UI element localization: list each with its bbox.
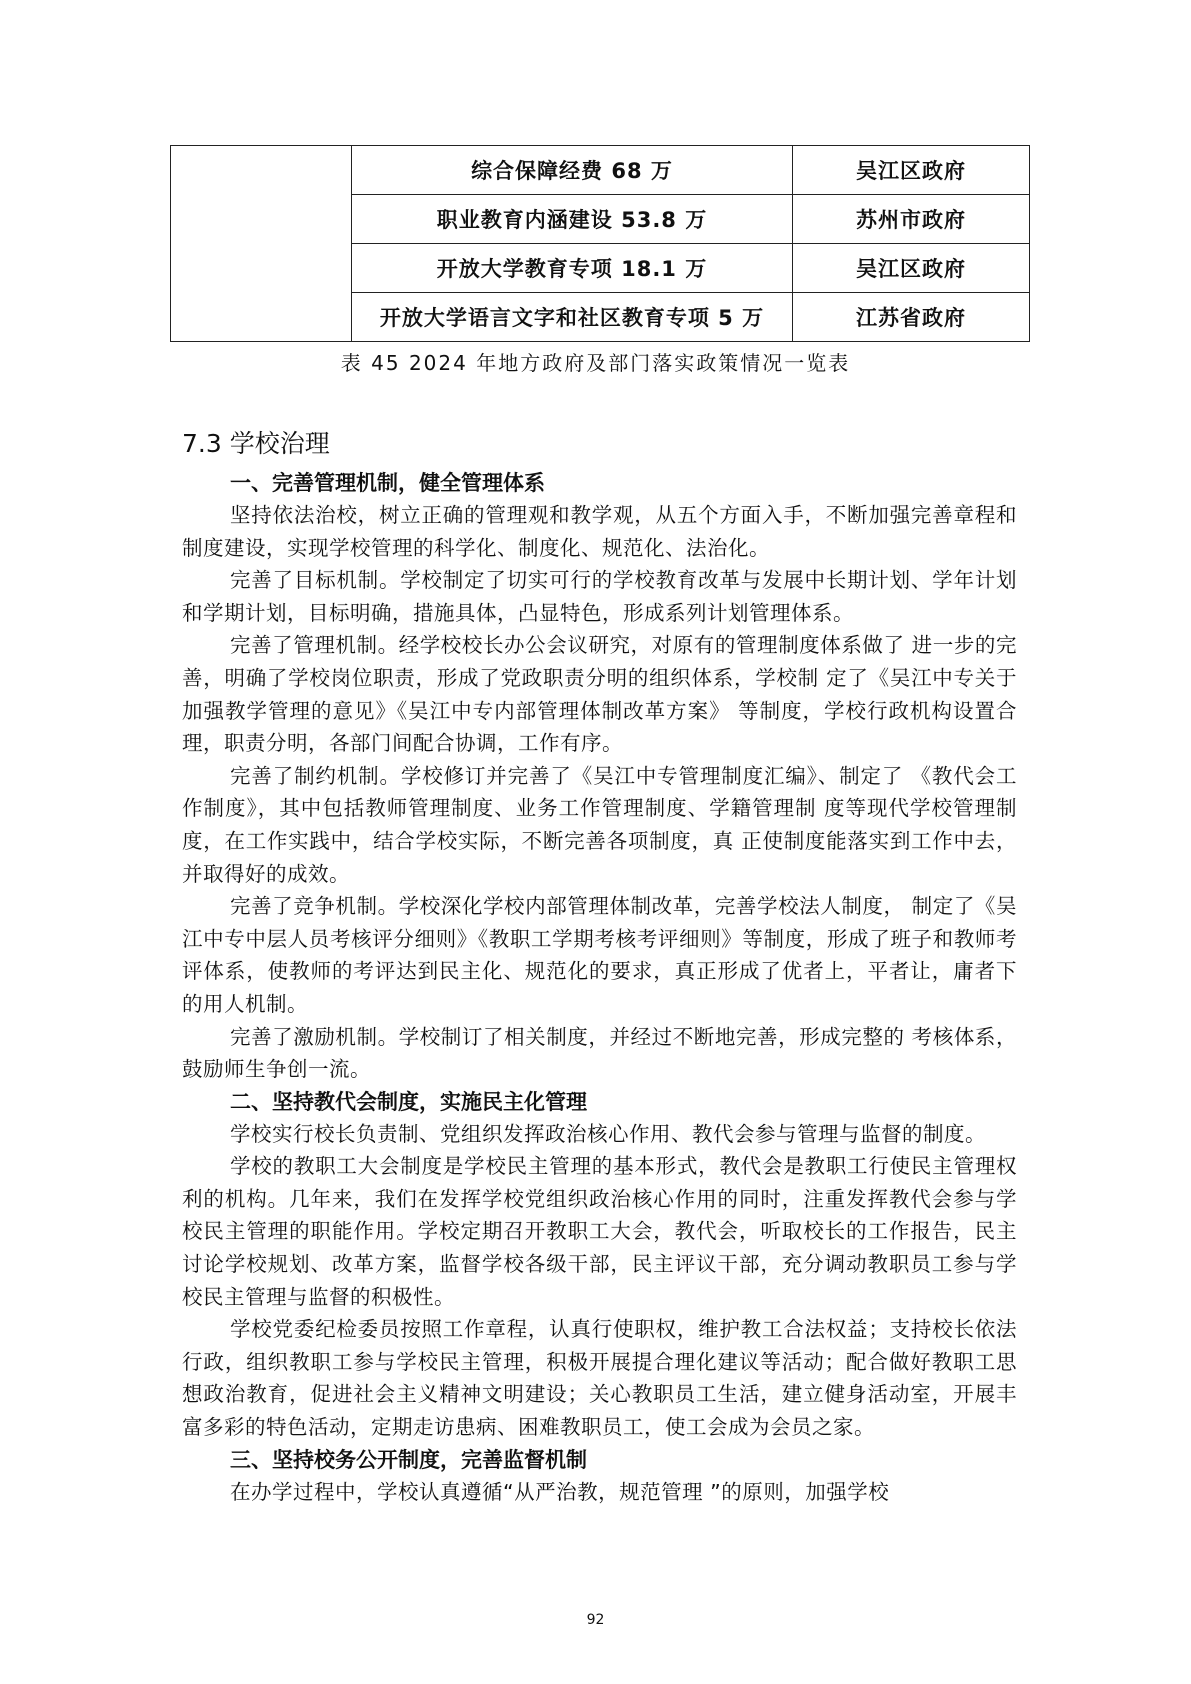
paragraph: 完善了竞争机制。学校深化学校内部管理体制改革，完善学校法人制度， 制定了《吴江中专中层人员考核评分细则》《教职工学期考核考评细则》等制度，形成了班子和教师考评体系，使教师的考评达到民主化、规范化的要求，真正形成了优者上，平者让，庸者下的用人机制。 bbox=[182, 894, 1017, 1016]
table-cell-item: 开放大学语言文字和社区教育专项 5 万 bbox=[352, 293, 793, 342]
table-cell-item: 开放大学教育专项 18.1 万 bbox=[352, 244, 793, 293]
table-row bbox=[171, 146, 1030, 195]
table-cell-source: 吴江区政府 bbox=[793, 244, 1030, 293]
paragraph: 学校的教职工大会制度是学校民主管理的基本形式，教代会是教职工行使民主管理权利的机构。几年来，我们在发挥学校党组织政治核心作用的同时，注重发挥教代会参与学校民主管理的职能作用。学校定期召开教职工大会，教代会，听取校长的工作报告，民主讨论学校规划、改革方案，监督学校各级干部，民主评议干部，充分调动教职员工参与学校民主管理与监督的积极性。 bbox=[182, 1154, 1017, 1309]
table-cell-source: 苏州市政府 bbox=[793, 195, 1030, 244]
page-number: 92 bbox=[586, 1612, 605, 1628]
subsection-heading: 二、坚持教代会制度，实施民主化管理 bbox=[230, 1089, 587, 1114]
table-caption: 表 45 2024 年地方政府及部门落实政策情况一览表 bbox=[340, 351, 851, 375]
section-title: 7.3 学校治理 bbox=[182, 429, 330, 458]
paragraph: 学校党委纪检委员按照工作章程，认真行使职权，维护教工合法权益；支持校长依法行政，组织教职工参与学校民主管理，积极开展提合理化建议等活动；配合做好教职工思想政治教育，促进社会主义精神文明建设；关心教职员工生活，建立健身活动室，开展丰富多彩的特色活动，定期走访患病、困难教职员工，使工会成为会员之家。 bbox=[182, 1317, 1017, 1440]
paragraph: 学校实行校长负责制、党组织发挥政治核心作用、教代会参与管理与监督的制度。 bbox=[230, 1121, 986, 1146]
paragraph: 完善了制约机制。学校修订并完善了《吴江中专管理制度汇编》、制定了 《教代会工作制度》，其中包括教师管理制度、业务工作管理制度、学籍管理制 度等现代学校管理制度，在工作实践中，结合学校实际，不断完善各项制度，真 正使制度能落实到工作中去，并取得好的成效。 bbox=[182, 763, 1017, 886]
table-cell-source: 江苏省政府 bbox=[793, 293, 1030, 342]
paragraph: 在办学过程中，学校认真遵循“从严治教，规范管理 ”的原则，加强学校 bbox=[230, 1479, 890, 1504]
paragraph: 完善了目标机制。学校制定了切实可行的学校教育改革与发展中长期计划、学年计划和学期计划，目标明确，措施具体，凸显特色，形成系列计划管理体系。 bbox=[182, 568, 1017, 625]
section-content bbox=[182, 425, 1017, 1508]
table-cell-item: 综合保障经费 68 万 bbox=[352, 146, 793, 195]
paragraph: 坚持依法治校，树立正确的管理观和教学观，从五个方面入手，不断加强完善章程和制度建设，实现学校管理的科学化、制度化、规范化、法治化。 bbox=[182, 503, 1017, 560]
subsection-heading: 三、坚持校务公开制度，完善监督机制 bbox=[230, 1447, 587, 1472]
paragraph: 完善了激励机制。学校制订了相关制度，并经过不断地完善，形成完整的 考核体系，鼓励师生争创一流。 bbox=[182, 1024, 1017, 1082]
subsection-heading: 一、完善管理机制，健全管理体系 bbox=[230, 471, 545, 495]
funding-table-container bbox=[170, 145, 1027, 342]
paragraph: 完善了管理机制。经学校校长办公会议研究，对原有的管理制度体系做了 进一步的完善，明确了学校岗位职责，形成了党政职责分明的组织体系，学校制 定了《吴江中专关于加强教学管理的意见》《吴江中专内部管理体制改革方案》 等制度，学校行政机构设置合理，职责分明，各部门间配合协调，工作有序。 bbox=[182, 633, 1017, 756]
funding-table bbox=[170, 145, 1030, 342]
table-cell-source: 吴江区政府 bbox=[793, 146, 1030, 195]
table-cell-item: 职业教育内涵建设 53.8 万 bbox=[352, 195, 793, 244]
table-merged-blank-cell bbox=[171, 146, 352, 342]
